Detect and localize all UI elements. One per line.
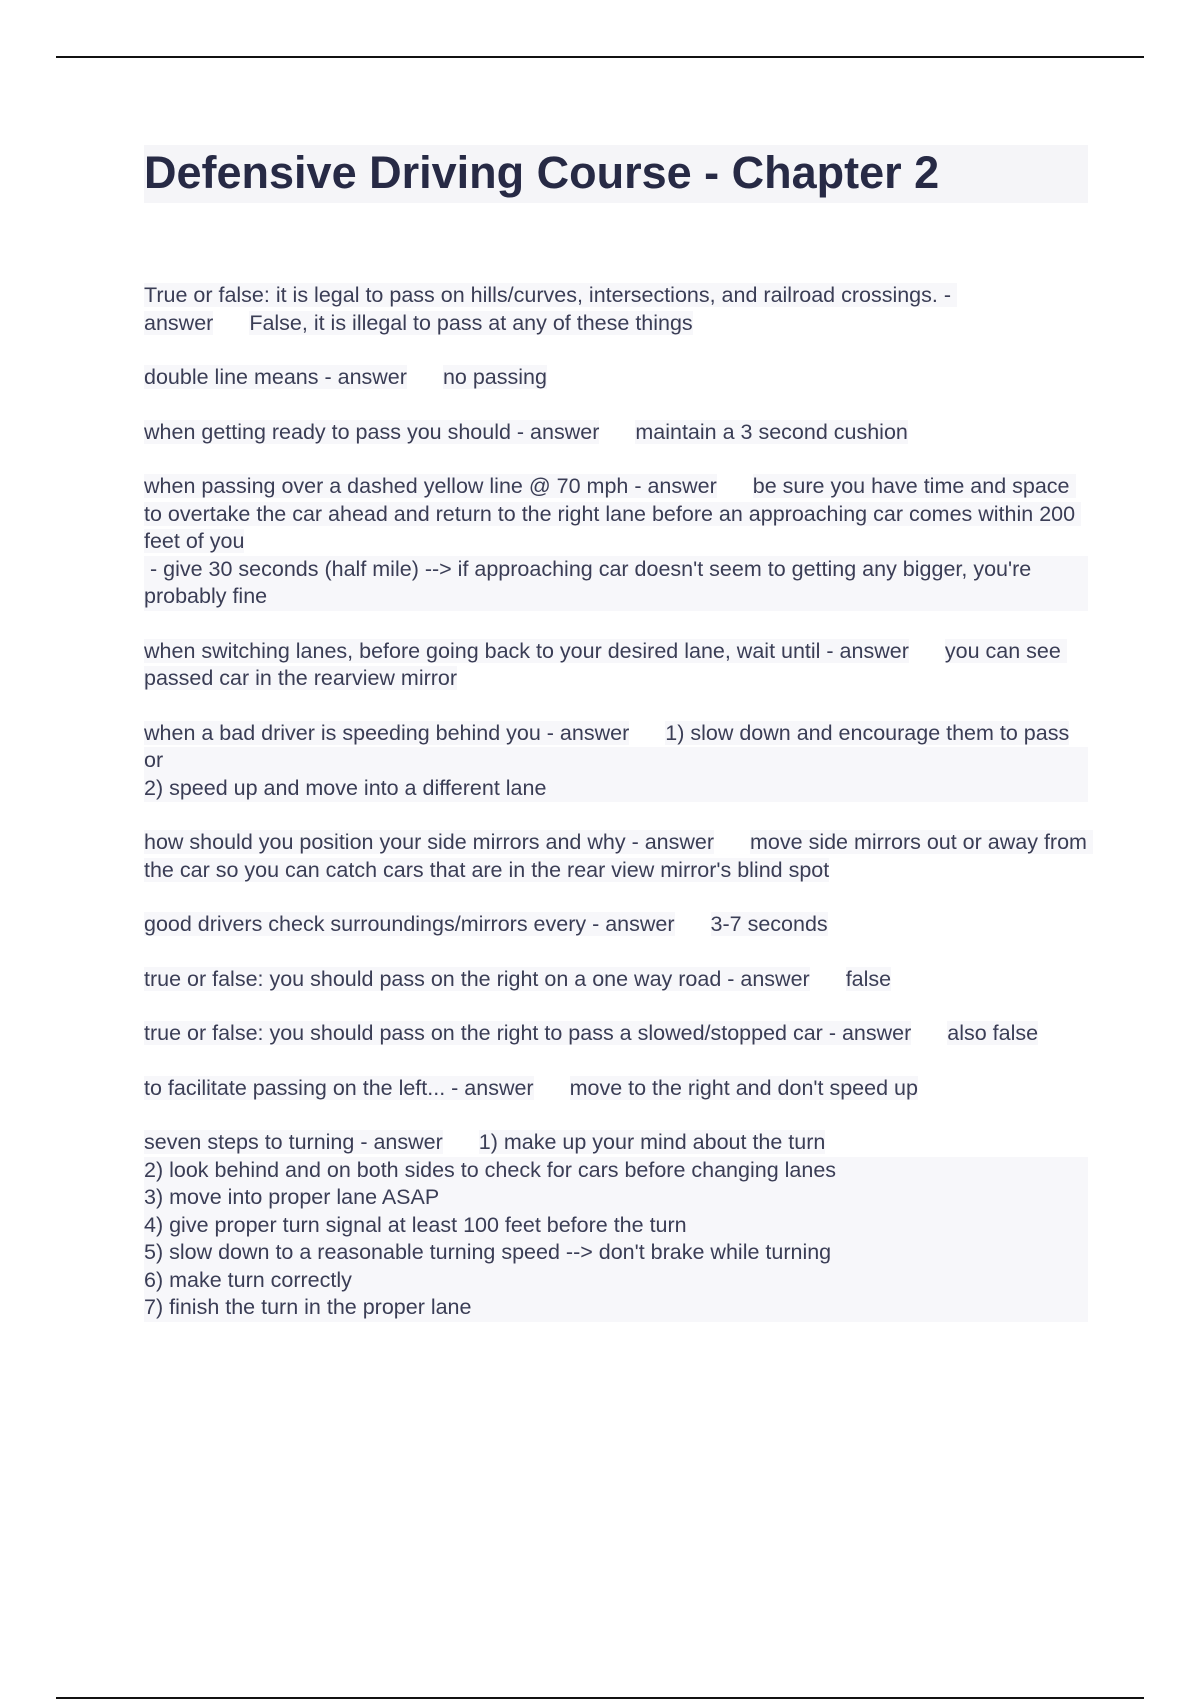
answer-continuation-line: 2) speed up and move into a different lane bbox=[144, 775, 1088, 803]
question-text: double line means - answer bbox=[144, 365, 407, 389]
answer-text: 1) slow down and encourage them to pass bbox=[665, 720, 1070, 745]
flashcard-item bbox=[144, 419, 1088, 447]
document-page bbox=[144, 145, 1093, 1319]
answer-continuation-line: - give 30 seconds (half mile) --> if approaching car doesn't seem to getting any bigger, you're probably fine bbox=[144, 556, 1088, 611]
answer-text: move to the right and don't speed up bbox=[569, 1075, 918, 1100]
answer-continuation-line: 5) slow down to a reasonable turning speed --> don't brake while turning bbox=[144, 1239, 1088, 1267]
answer-continuation-line: 3) move into proper lane ASAP bbox=[144, 1184, 1088, 1212]
question-text: true or false: you should pass on the right on a one way road - answer bbox=[144, 966, 810, 991]
question-text: when getting ready to pass you should - answer bbox=[144, 419, 600, 444]
answer-text: 1) make up your mind about the turn bbox=[478, 1130, 826, 1154]
flashcard-item bbox=[144, 911, 1088, 939]
flashcard-list bbox=[144, 282, 1093, 1349]
flashcard-item bbox=[144, 473, 1088, 611]
flashcard-item bbox=[144, 638, 1088, 693]
answer-text: no passing bbox=[442, 365, 547, 389]
answer-continuation-line: or bbox=[144, 747, 1088, 775]
answer-continuation-line: 7) finish the turn in the proper lane bbox=[144, 1294, 1088, 1322]
answer-text: you can see passed car in the rearview mirror bbox=[144, 638, 1067, 690]
flashcard-item bbox=[144, 1075, 1088, 1103]
flashcard-item bbox=[144, 282, 1088, 337]
question-text: true or false: you should pass on the right to pass a slowed/stopped car - answer bbox=[144, 1021, 912, 1045]
bottom-rule bbox=[56, 1697, 1144, 1699]
question-text: how should you position your side mirrors and why - answer bbox=[144, 830, 715, 854]
answer-text: maintain a 3 second cushion bbox=[635, 419, 908, 444]
question-text: when switching lanes, before going back to your desired lane, wait until - answer bbox=[144, 638, 909, 663]
answer-text: also false bbox=[947, 1021, 1039, 1045]
answer-text: move side mirrors out or away from the car so you can catch cars that are in the rear view mirror's blind spot bbox=[144, 830, 1093, 882]
answer-continuation-line: 4) give proper turn signal at least 100 feet before the turn bbox=[144, 1212, 1088, 1240]
answer-continuation-line: 6) make turn correctly bbox=[144, 1267, 1088, 1295]
flashcard-item bbox=[144, 1129, 1088, 1322]
top-rule bbox=[56, 56, 1144, 58]
answer-text: be sure you have time and space to overtake the car ahead and return to the right lane before an approaching car comes within 200 feet of you bbox=[144, 474, 1082, 553]
question-text: when a bad driver is speeding behind you - answer bbox=[144, 720, 630, 745]
answer-text: false bbox=[845, 966, 892, 991]
page-title: Defensive Driving Course - Chapter 2 bbox=[144, 145, 1088, 203]
flashcard-item bbox=[144, 829, 1093, 884]
question-text: seven steps to turning - answer bbox=[144, 1130, 443, 1154]
answer-text: 3-7 seconds bbox=[710, 912, 828, 936]
question-text: good drivers check surroundings/mirrors every - answer bbox=[144, 912, 675, 936]
answer-continuation-line: 2) look behind and on both sides to check for cars before changing lanes bbox=[144, 1157, 1088, 1185]
question-text: True or false: it is legal to pass on hills/curves, intersections, and railroad crossings. - answer bbox=[144, 283, 957, 335]
flashcard-item bbox=[144, 1020, 1088, 1048]
flashcard-item bbox=[144, 720, 1088, 803]
question-text: to facilitate passing on the left... - answer bbox=[144, 1075, 534, 1100]
answer-text: False, it is illegal to pass at any of these things bbox=[249, 310, 693, 335]
question-text: when passing over a dashed yellow line @ 70 mph - answer bbox=[144, 474, 717, 498]
flashcard-item bbox=[144, 966, 1088, 994]
flashcard-item bbox=[144, 364, 1088, 392]
